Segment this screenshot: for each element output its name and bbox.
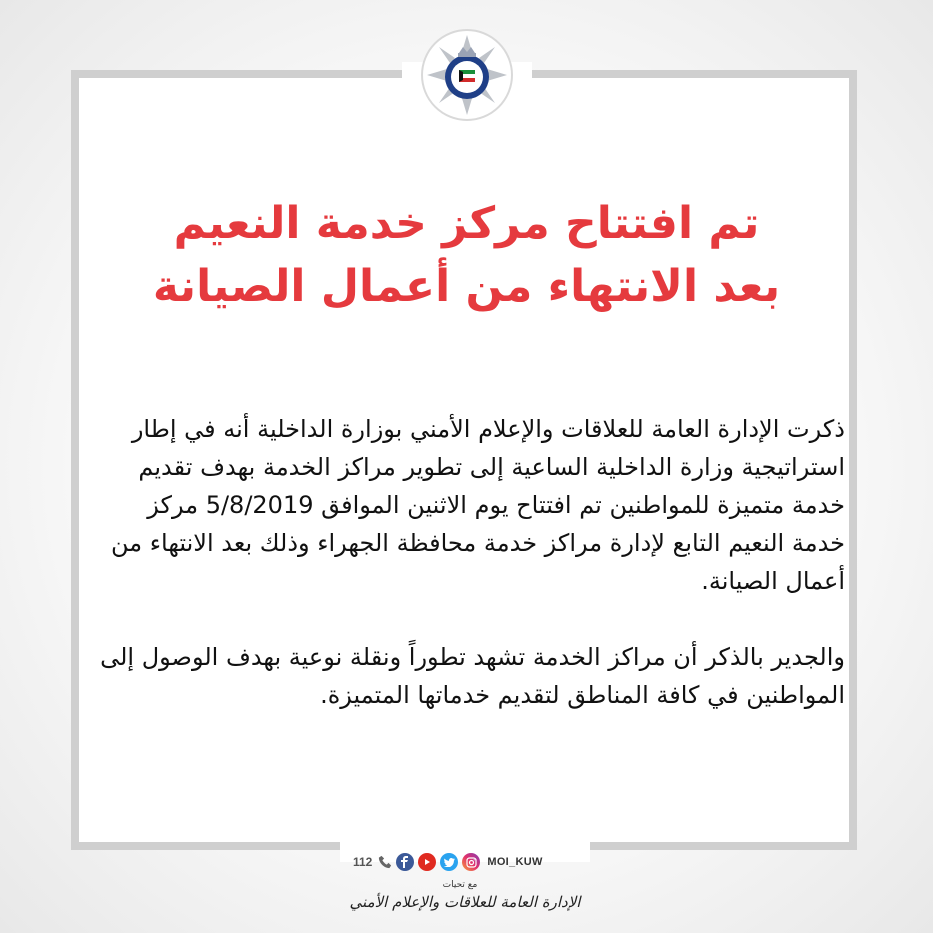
credit-caption: مع تحيات: [442, 880, 478, 890]
headline-line-1: تم افتتاح مركز خدمة النعيم: [173, 198, 760, 249]
article-body: [100, 410, 845, 714]
twitter-icon[interactable]: [440, 853, 458, 871]
kuwait-police-emblem-icon: [417, 25, 517, 125]
headline-line-2: بعد الانتهاء من أعمال الصيانة: [152, 261, 781, 312]
phone-icon[interactable]: [378, 855, 392, 869]
paragraph-2: والجدير بالذكر أن مراكز الخدمة تشهد تطوراً ونقلة نوعية بهدف الوصول إلى المواطنين في كافة المناطق لتقديم خدماتها المتميزة.: [100, 643, 845, 709]
instagram-icon[interactable]: [462, 853, 480, 871]
youtube-icon[interactable]: [418, 853, 436, 871]
paragraph-1: ذكرت الإدارة العامة للعلاقات والإعلام الأمني بوزارة الداخلية أنه في إطار استراتيجية وزارة الداخلية الساعية إلى تطوير مراكز الخدمة بهدف تقديم خدمة متميزة للمواطنين تم افتتاح يوم الاثنين الموافق 5/8/2019 مركز خدمة النعيم التابع لإدارة مراكز خدمة محافظة الجهراء وذلك بعد الانتهاء من أعمال الصيانة.: [110, 415, 845, 595]
social-bar: [353, 850, 543, 874]
facebook-icon[interactable]: [396, 853, 414, 871]
social-handle[interactable]: MOI_KUW: [487, 856, 543, 868]
phone-number[interactable]: 112: [353, 855, 373, 869]
credit-signature: الإدارة العامة للعلاقات والإعلام الأمني: [349, 893, 581, 911]
headline: [100, 192, 833, 318]
kuwait-police-logo: [417, 25, 517, 125]
